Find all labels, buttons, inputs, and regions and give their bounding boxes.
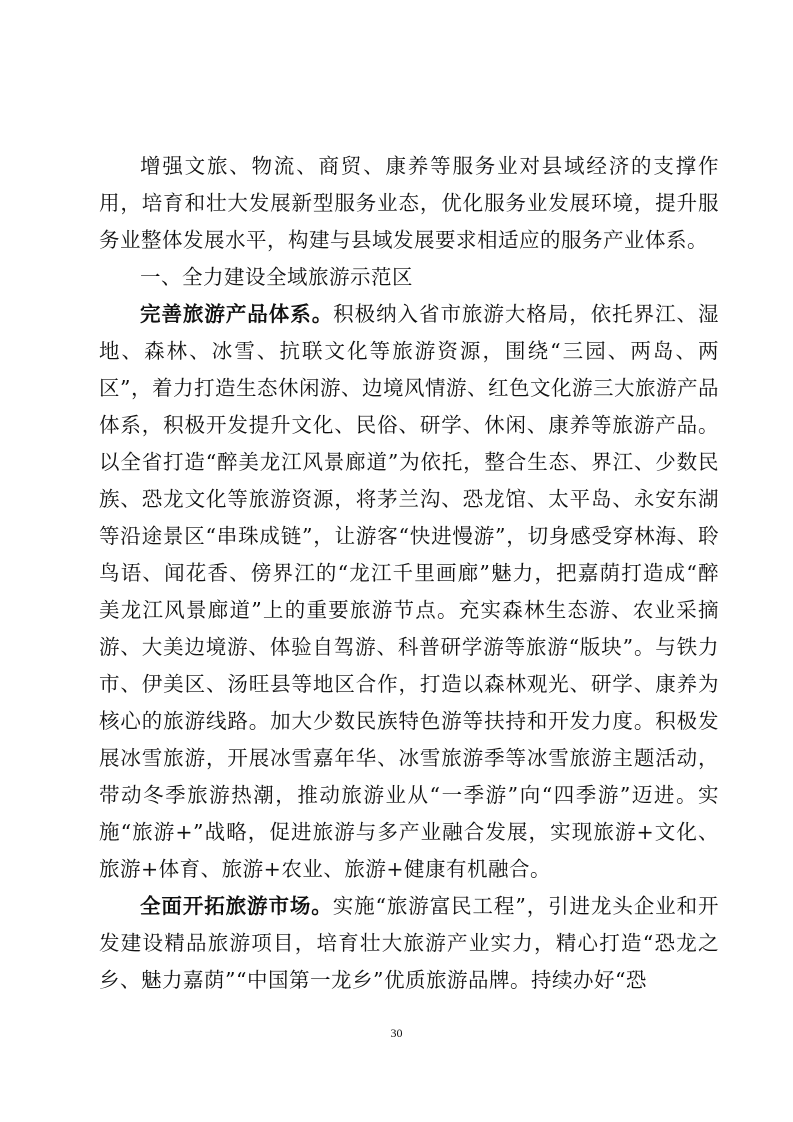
page-number: 30 xyxy=(390,1026,403,1040)
section-heading: 一、全力建设全域旅游示范区 xyxy=(140,265,413,289)
tourism-market-lead: 全面开拓旅游市场。 xyxy=(140,894,333,918)
document-body xyxy=(99,148,719,999)
intro-paragraph: 增强文旅、物流、商贸、康养等服务业对县域经济的支撑作用，培育和壮大发展新型服务业态，优化服务业发展环境，提升服务业整体发展水平，构建与县域发展要求相适应的服务产业体系。 xyxy=(99,154,719,252)
tourism-products-text: 积极纳入省市旅游大格局，依托界江、湿地、森林、冰雪、抗联文化等旅游资源，围绕“三园、两岛、两区”，着力打造生态休闲游、边境风情游、红色文化游三大旅游产品体系，积极开发提升文化、民俗、研学、休闲、康养等旅游产品。以全省打造“醉美龙江风景廊道”为依托，整合生态、界江、少数民族、恐龙文化等旅游资源，将茅兰沟、恐龙馆、太平岛、永安东湖等沿途景区“串珠成链”，让游客“快进慢游”，切身感受穿林海、聆鸟语、闻花香、傍界江的“龙江千里画廊”魅力，把嘉荫打造成“醉美龙江风景廊道”上的重要旅游节点。充实森林生态游、农业采摘游、大美边境游、体验自驾游、科普研学游等旅游“版块”。与铁力市、伊美区、汤旺县等地区合作，打造以森林观光、研学、康养为核心的旅游线路。加大少数民族特色游等扶持和开发力度。积极发展冰雪旅游，开展冰雪嘉年华、冰雪旅游季等冰雪旅游主题活动，带动冬季旅游热潮，推动旅游业从“一季游”向“四季游”迈进。实施“旅游+”战略，促进旅游与多产业融合发展，实现旅游+文化、旅游+体育、旅游+农业、旅游+健康有机融合。 xyxy=(99,302,720,881)
tourism-market-text: 实施“旅游富民工程”，引进龙头企业和开发建设精品旅游项目，培育壮大旅游产业实力，精心打造“恐龙之乡、魅力嘉荫”“中国第一龙乡”优质旅游品牌。持续办好“恐 xyxy=(99,894,720,992)
tourism-market-paragraph xyxy=(99,888,719,999)
tourism-products-lead: 完善旅游产品体系。 xyxy=(140,302,334,326)
tourism-products-paragraph xyxy=(99,296,719,888)
